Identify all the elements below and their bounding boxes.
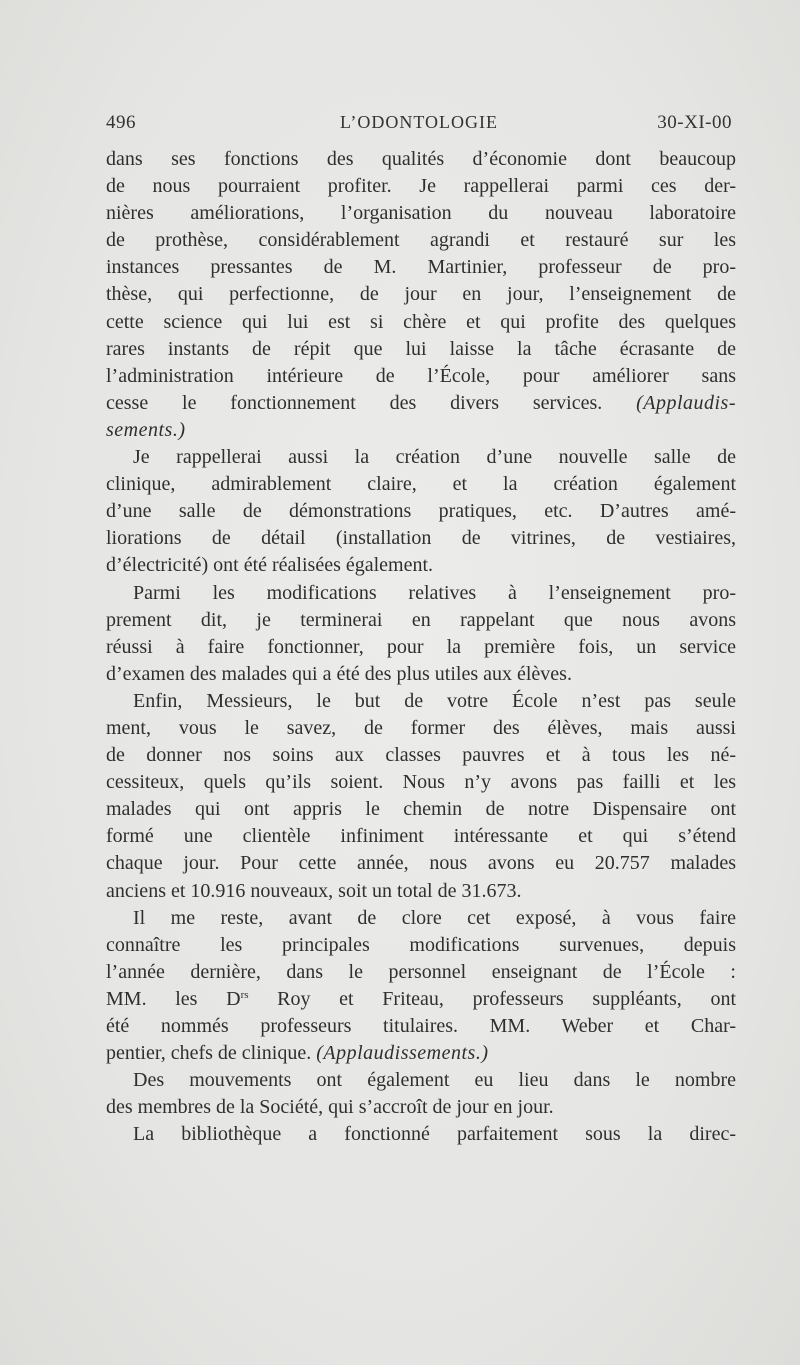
text-line: nières améliorations, l’organisation du nouveau laboratoire [106, 202, 736, 225]
text-line: de donner nos soins aux classes pauvres et à tous les né- [106, 744, 736, 767]
paragraph [106, 688, 736, 905]
paragraph [106, 1067, 736, 1121]
text-line: de nous pourraient profiter. Je rappellerai parmi ces der- [106, 175, 736, 198]
line-text: Roy et Friteau, professeurs suppléants, ont [248, 987, 736, 1010]
text-line: formé une clientèle infiniment intéressante et qui s’étend [106, 825, 736, 848]
text-line [106, 390, 736, 417]
text-line: cette science qui lui est si chère et qui profite des quelques [106, 310, 736, 333]
line-text: MM. les D [106, 987, 241, 1010]
applause-note: (Applaudis- [636, 391, 736, 414]
applause-note: sements.) [106, 418, 186, 441]
applause-note: (Applaudissements.) [316, 1042, 489, 1065]
paragraph [106, 1121, 736, 1148]
text-line: clinique, admirablement claire, et la création également [106, 473, 736, 496]
text-line: d’examen des malades qui a été des plus utiles aux élèves. [106, 662, 572, 685]
text-line: des membres de la Société, qui s’accroît de jour en jour. [106, 1096, 554, 1119]
issue-date: 30-XI-00 [657, 112, 732, 133]
text-line: chaque jour. Pour cette année, nous avons eu 20.757 malades [106, 852, 736, 875]
text-line: l’administration intérieure de l’École, pour améliorer sans [106, 364, 736, 387]
text-line: anciens et 10.916 nouveaux, soit un total de 31.673. [106, 879, 522, 902]
text-line: Parmi les modifications relatives à l’enseignement pro- [133, 581, 736, 604]
text-line: rares instants de répit que lui laisse la tâche écrasante de [106, 337, 736, 360]
paragraph [106, 146, 736, 444]
text-line: Enfin, Messieurs, le but de votre École n’est pas seule [133, 689, 736, 712]
text-line: l’année dernière, dans le personnel enseignant de l’École : [106, 960, 736, 983]
text-line: ment, vous le savez, de former des élèves, mais aussi [106, 716, 736, 739]
text-line: connaître les principales modifications survenues, depuis [106, 933, 736, 956]
superscript: rs [240, 988, 249, 1001]
text-line: prement dit, je terminerai en rappelant que nous avons [106, 608, 736, 631]
text-line: liorations de détail (installation de vitrines, de vestiaires, [106, 527, 736, 550]
paragraph [106, 580, 736, 688]
text-line [106, 1040, 736, 1067]
line-text: cesse le fonctionnement des divers services. [106, 391, 603, 414]
paragraph [106, 905, 736, 1068]
text-line: Je rappellerai aussi la création d’une nouvelle salle de [133, 446, 736, 469]
text-line: cessiteux, quels qu’ils soient. Nous n’y avons pas failli et les [106, 771, 736, 794]
paragraph [106, 444, 736, 579]
line-text: pentier, chefs de clinique. [106, 1042, 312, 1065]
text-line: instances pressantes de M. Martinier, professeur de pro- [106, 256, 736, 279]
text-line [106, 417, 736, 444]
page-number: 496 [106, 112, 136, 133]
text-line: dans ses fonctions des qualités d’économie dont beaucoup [106, 148, 736, 170]
text-line: d’électricité) ont été réalisées également. [106, 554, 434, 577]
text-line: malades qui ont appris le chemin de notre Dispensaire ont [106, 798, 736, 821]
body-text [106, 146, 736, 1148]
text-line: La bibliothèque a fonctionné parfaitement sous la direc- [133, 1123, 736, 1146]
text-line: Des mouvements ont également eu lieu dans le nombre [133, 1069, 736, 1092]
running-head [106, 112, 732, 134]
journal-title: L’ODONTOLOGIE [340, 112, 498, 132]
text-line: thèse, qui perfectionne, de jour en jour, l’enseignement de [106, 283, 736, 306]
text-line: réussi à faire fonctionner, pour la première fois, un service [106, 635, 736, 658]
text-line: été nommés professeurs titulaires. MM. Weber et Char- [106, 1015, 736, 1037]
text-line: d’une salle de démonstrations pratiques, etc. D’autres amé- [106, 500, 736, 523]
text-line [106, 986, 736, 1013]
text-line: de prothèse, considérablement agrandi et restauré sur les [106, 229, 736, 252]
text-line: Il me reste, avant de clore cet exposé, à vous faire [133, 906, 736, 929]
